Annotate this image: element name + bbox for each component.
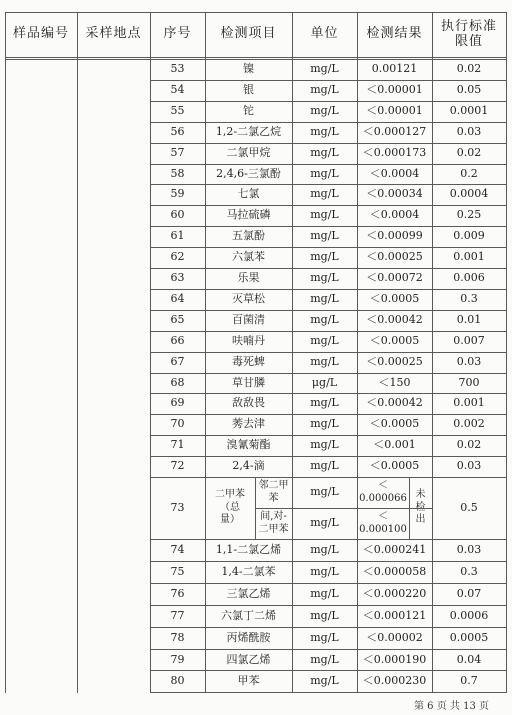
unit-value: mg/L bbox=[310, 438, 339, 452]
result-value: ＜150 bbox=[378, 376, 411, 390]
result-value: ＜0.000173 bbox=[362, 146, 427, 160]
limit-value: 0.3 bbox=[460, 564, 478, 578]
result-text: 0.000100 bbox=[359, 523, 407, 535]
column-divider bbox=[292, 12, 293, 693]
unit-value: mg/L bbox=[310, 485, 339, 499]
row-divider bbox=[150, 477, 507, 478]
header-seq: 序号 bbox=[163, 26, 192, 42]
row-divider bbox=[150, 268, 507, 269]
limit-value: 0.03 bbox=[456, 355, 482, 369]
header-item: 检测项目 bbox=[220, 26, 277, 42]
limit-value: 0.3 bbox=[460, 292, 478, 306]
row-divider bbox=[150, 80, 507, 81]
row-divider bbox=[150, 122, 507, 123]
item-name: 七氯 bbox=[237, 187, 260, 201]
item-sub-name bbox=[255, 477, 292, 508]
limit-value: 0.07 bbox=[456, 586, 482, 600]
unit-value: mg/L bbox=[310, 459, 339, 473]
item-name: 1,2-二氯乙烷 bbox=[215, 125, 282, 139]
row-number: 70 bbox=[170, 417, 185, 431]
item-name: 甲苯 bbox=[237, 673, 260, 687]
limit-value: 0.0001 bbox=[449, 104, 489, 118]
row-number: 78 bbox=[170, 630, 185, 644]
limit-value: 700 bbox=[458, 376, 480, 390]
item-name: 莠去津 bbox=[232, 417, 265, 431]
row-number: 58 bbox=[170, 167, 185, 181]
unit-value: mg/L bbox=[310, 125, 339, 139]
item-name: 溴氰菊酯 bbox=[226, 438, 271, 452]
limit-value: 0.05 bbox=[456, 83, 482, 97]
limit-value: 0.2 bbox=[460, 167, 478, 181]
result-value: ＜0.0004 bbox=[369, 208, 420, 222]
item-name: 乐果 bbox=[237, 271, 260, 285]
unit-value: mg/L bbox=[310, 630, 339, 644]
page-number: 第 6 页 共 13 页 bbox=[414, 701, 489, 712]
result-value: ＜0.00072 bbox=[366, 271, 423, 285]
xylene-sub-column-divider bbox=[255, 477, 256, 540]
unit-value: mg/L bbox=[310, 146, 339, 160]
result-value: ＜0.00001 bbox=[366, 83, 423, 97]
item-name: 五氯酚 bbox=[232, 229, 265, 243]
item-group-text: 量） bbox=[220, 514, 240, 526]
row-number: 76 bbox=[170, 586, 185, 600]
unit-value: mg/L bbox=[310, 516, 339, 530]
row-divider bbox=[150, 393, 507, 394]
unit-value: mg/L bbox=[310, 83, 339, 97]
row-divider bbox=[150, 414, 507, 415]
header-unit: 单位 bbox=[310, 26, 339, 42]
item-name: 镍 bbox=[243, 62, 254, 76]
row-number: 61 bbox=[170, 229, 185, 243]
row-divider bbox=[150, 247, 507, 248]
row-number: 56 bbox=[170, 125, 185, 139]
limit-value: 0.03 bbox=[456, 459, 482, 473]
limit-value: 0.002 bbox=[453, 417, 485, 431]
item-name: 铊 bbox=[243, 104, 254, 118]
limit-value: 0.04 bbox=[456, 652, 482, 666]
unit-value: mg/L bbox=[310, 334, 339, 348]
result-value: 0.00121 bbox=[371, 62, 418, 76]
result-value: ＜0.0005 bbox=[369, 459, 420, 473]
result-value: ＜0.000241 bbox=[362, 542, 427, 556]
unit-value: mg/L bbox=[310, 271, 339, 285]
item-sub-text: 邻二甲 bbox=[258, 480, 289, 491]
header-limit-line1: 执行标准 bbox=[440, 18, 497, 34]
unit-value: mg/L bbox=[310, 608, 339, 622]
item-name: 1,4-二氯苯 bbox=[221, 564, 276, 578]
item-sub-text: 二甲苯 bbox=[258, 523, 289, 535]
unit-value: mg/L bbox=[310, 229, 339, 243]
row-divider bbox=[150, 456, 507, 457]
limit-value: 0.0004 bbox=[449, 187, 489, 201]
header-limit-line2: 限值 bbox=[454, 33, 483, 49]
item-sub-text: 苯 bbox=[268, 492, 279, 504]
column-divider bbox=[5, 12, 6, 693]
row-number: 67 bbox=[170, 355, 185, 369]
item-name: 2,4-滴 bbox=[232, 459, 265, 473]
note-column-divider bbox=[409, 477, 410, 540]
row-number: 74 bbox=[170, 542, 185, 556]
limit-value: 0.7 bbox=[460, 673, 478, 687]
result-value: ＜0.000127 bbox=[362, 125, 427, 139]
result-value bbox=[357, 477, 409, 508]
result-text: ＜ bbox=[378, 511, 388, 522]
row-divider bbox=[150, 331, 507, 332]
row-divider bbox=[150, 143, 507, 144]
unit-value: mg/L bbox=[310, 542, 339, 556]
row-divider bbox=[150, 289, 507, 290]
unit-value: mg/L bbox=[310, 586, 339, 600]
row-number: 64 bbox=[170, 292, 185, 306]
row-number: 60 bbox=[170, 208, 185, 222]
result-value: ＜0.00042 bbox=[366, 396, 423, 410]
item-name: 丙烯酰胺 bbox=[226, 630, 271, 644]
header-location: 采样地点 bbox=[85, 26, 142, 42]
item-name: 六氯丁二烯 bbox=[221, 608, 276, 622]
item-name: 2,4,6-三氯酚 bbox=[216, 167, 281, 181]
item-group-text: （总 bbox=[220, 501, 240, 513]
item-name: 二氯甲烷 bbox=[226, 146, 271, 160]
row-divider bbox=[150, 670, 507, 671]
result-value: ＜0.0005 bbox=[369, 334, 420, 348]
limit-value: 0.03 bbox=[456, 125, 482, 139]
row-number: 65 bbox=[170, 313, 185, 327]
row-number: 80 bbox=[170, 673, 185, 687]
limit-value: 0.006 bbox=[453, 271, 485, 285]
row-divider bbox=[150, 561, 507, 562]
row-divider bbox=[150, 310, 507, 311]
result-value: ＜0.0005 bbox=[369, 292, 420, 306]
unit-value: mg/L bbox=[310, 673, 339, 687]
item-sub-name bbox=[255, 508, 292, 539]
result-value: ＜0.000190 bbox=[362, 652, 427, 666]
unit-value: mg/L bbox=[310, 355, 339, 369]
limit-value: 0.02 bbox=[456, 146, 482, 160]
table-bottom-border bbox=[150, 692, 507, 693]
result-text: 0.000066 bbox=[359, 492, 407, 504]
item-sub-text: 间,对- bbox=[260, 511, 287, 522]
row-divider bbox=[150, 205, 507, 206]
unit-value: mg/L bbox=[310, 313, 339, 327]
row-number: 57 bbox=[170, 146, 185, 160]
limit-value: 0.001 bbox=[453, 250, 485, 264]
row-divider bbox=[150, 352, 507, 353]
item-name: 百菌清 bbox=[232, 313, 265, 327]
item-name: 六氯苯 bbox=[232, 250, 265, 264]
note-text: 出 bbox=[415, 514, 426, 526]
limit-value: 0.02 bbox=[456, 62, 482, 76]
xylene-sub-divider bbox=[255, 508, 433, 509]
item-name: 三氯乙烯 bbox=[226, 586, 271, 600]
item-name: 灭草松 bbox=[232, 292, 265, 306]
unit-value: mg/L bbox=[310, 208, 339, 222]
row-number: 59 bbox=[170, 187, 185, 201]
unit-value: mg/L bbox=[310, 396, 339, 410]
item-name: 四氯乙烯 bbox=[226, 652, 271, 666]
result-value: ＜0.0004 bbox=[369, 167, 420, 181]
unit-value: mg/L bbox=[310, 62, 339, 76]
row-number: 68 bbox=[170, 376, 185, 390]
result-value: ＜0.00002 bbox=[366, 630, 423, 644]
unit-value: mg/L bbox=[310, 292, 339, 306]
row-number: 69 bbox=[170, 396, 185, 410]
row-divider bbox=[150, 373, 507, 374]
result-value: ＜0.0005 bbox=[369, 417, 420, 431]
column-divider bbox=[205, 12, 206, 693]
row-number: 73 bbox=[170, 500, 185, 514]
item-name: 呋喃丹 bbox=[232, 334, 265, 348]
limit-value: 0.001 bbox=[453, 396, 485, 410]
result-value: ＜0.00034 bbox=[366, 187, 423, 201]
result-value: ＜0.001 bbox=[373, 438, 416, 452]
header-limit bbox=[432, 12, 506, 57]
row-divider bbox=[150, 649, 507, 650]
column-divider bbox=[357, 12, 358, 693]
unit-value: mg/L bbox=[310, 167, 339, 181]
row-number: 71 bbox=[170, 438, 185, 452]
limit-value: 0.0005 bbox=[449, 630, 489, 644]
unit-value: mg/L bbox=[310, 564, 339, 578]
item-name: 毒死蜱 bbox=[232, 355, 265, 369]
row-divider bbox=[150, 627, 507, 628]
row-number: 66 bbox=[170, 334, 185, 348]
limit-value: 0.03 bbox=[456, 542, 482, 556]
column-divider bbox=[506, 12, 507, 693]
unit-value: mg/L bbox=[310, 250, 339, 264]
item-name: 草甘膦 bbox=[232, 376, 265, 390]
result-value: ＜0.000230 bbox=[362, 673, 427, 687]
result-value: ＜0.00025 bbox=[366, 355, 423, 369]
header-result: 检测结果 bbox=[366, 26, 423, 42]
column-divider bbox=[77, 12, 78, 693]
item-name: 敌敌畏 bbox=[232, 396, 265, 410]
row-divider bbox=[150, 226, 507, 227]
row-number: 62 bbox=[170, 250, 185, 264]
row-divider bbox=[150, 184, 507, 185]
row-number: 54 bbox=[170, 83, 185, 97]
limit-value: 0.01 bbox=[456, 313, 482, 327]
limit-value: 0.0006 bbox=[449, 608, 489, 622]
result-value: ＜0.00001 bbox=[366, 104, 423, 118]
result-text: ＜ bbox=[378, 480, 388, 491]
result-value: ＜0.00025 bbox=[366, 250, 423, 264]
limit-value: 0.02 bbox=[456, 438, 482, 452]
row-number: 53 bbox=[170, 62, 185, 76]
row-number: 55 bbox=[170, 104, 185, 118]
row-number: 79 bbox=[170, 652, 185, 666]
row-divider bbox=[150, 435, 507, 436]
result-value: ＜0.000058 bbox=[362, 564, 427, 578]
result-value: ＜0.00099 bbox=[366, 229, 423, 243]
row-divider bbox=[150, 164, 507, 165]
result-value: ＜0.000220 bbox=[362, 586, 427, 600]
item-name: 银 bbox=[243, 83, 254, 97]
header-sample-no: 样品编号 bbox=[12, 26, 69, 42]
item-group-name bbox=[205, 477, 255, 539]
row-divider bbox=[150, 605, 507, 606]
limit-value: 0.007 bbox=[453, 334, 485, 348]
unit-value: mg/L bbox=[310, 417, 339, 431]
unit-value: μg/L bbox=[311, 376, 338, 390]
result-value bbox=[357, 508, 409, 539]
row-number: 63 bbox=[170, 271, 185, 285]
unit-value: mg/L bbox=[310, 652, 339, 666]
unit-value: mg/L bbox=[310, 104, 339, 118]
note-text: 未 bbox=[415, 489, 426, 501]
row-divider bbox=[150, 583, 507, 584]
limit-value: 0.009 bbox=[453, 229, 485, 243]
column-divider bbox=[432, 12, 433, 693]
row-divider bbox=[150, 101, 507, 102]
row-number: 75 bbox=[170, 564, 185, 578]
row-number: 77 bbox=[170, 608, 185, 622]
result-value: ＜0.00042 bbox=[366, 313, 423, 327]
result-value: ＜0.000121 bbox=[362, 608, 427, 622]
row-divider bbox=[150, 539, 507, 540]
item-group-text: 二甲苯 bbox=[215, 489, 245, 501]
column-divider bbox=[150, 12, 151, 693]
limit-value: 0.5 bbox=[460, 500, 478, 514]
row-number: 72 bbox=[170, 459, 185, 473]
item-name: 1,1-二氯乙烯 bbox=[215, 542, 282, 556]
limit-value: 0.25 bbox=[456, 208, 482, 222]
item-name: 马拉硫磷 bbox=[226, 208, 271, 222]
unit-value: mg/L bbox=[310, 187, 339, 201]
